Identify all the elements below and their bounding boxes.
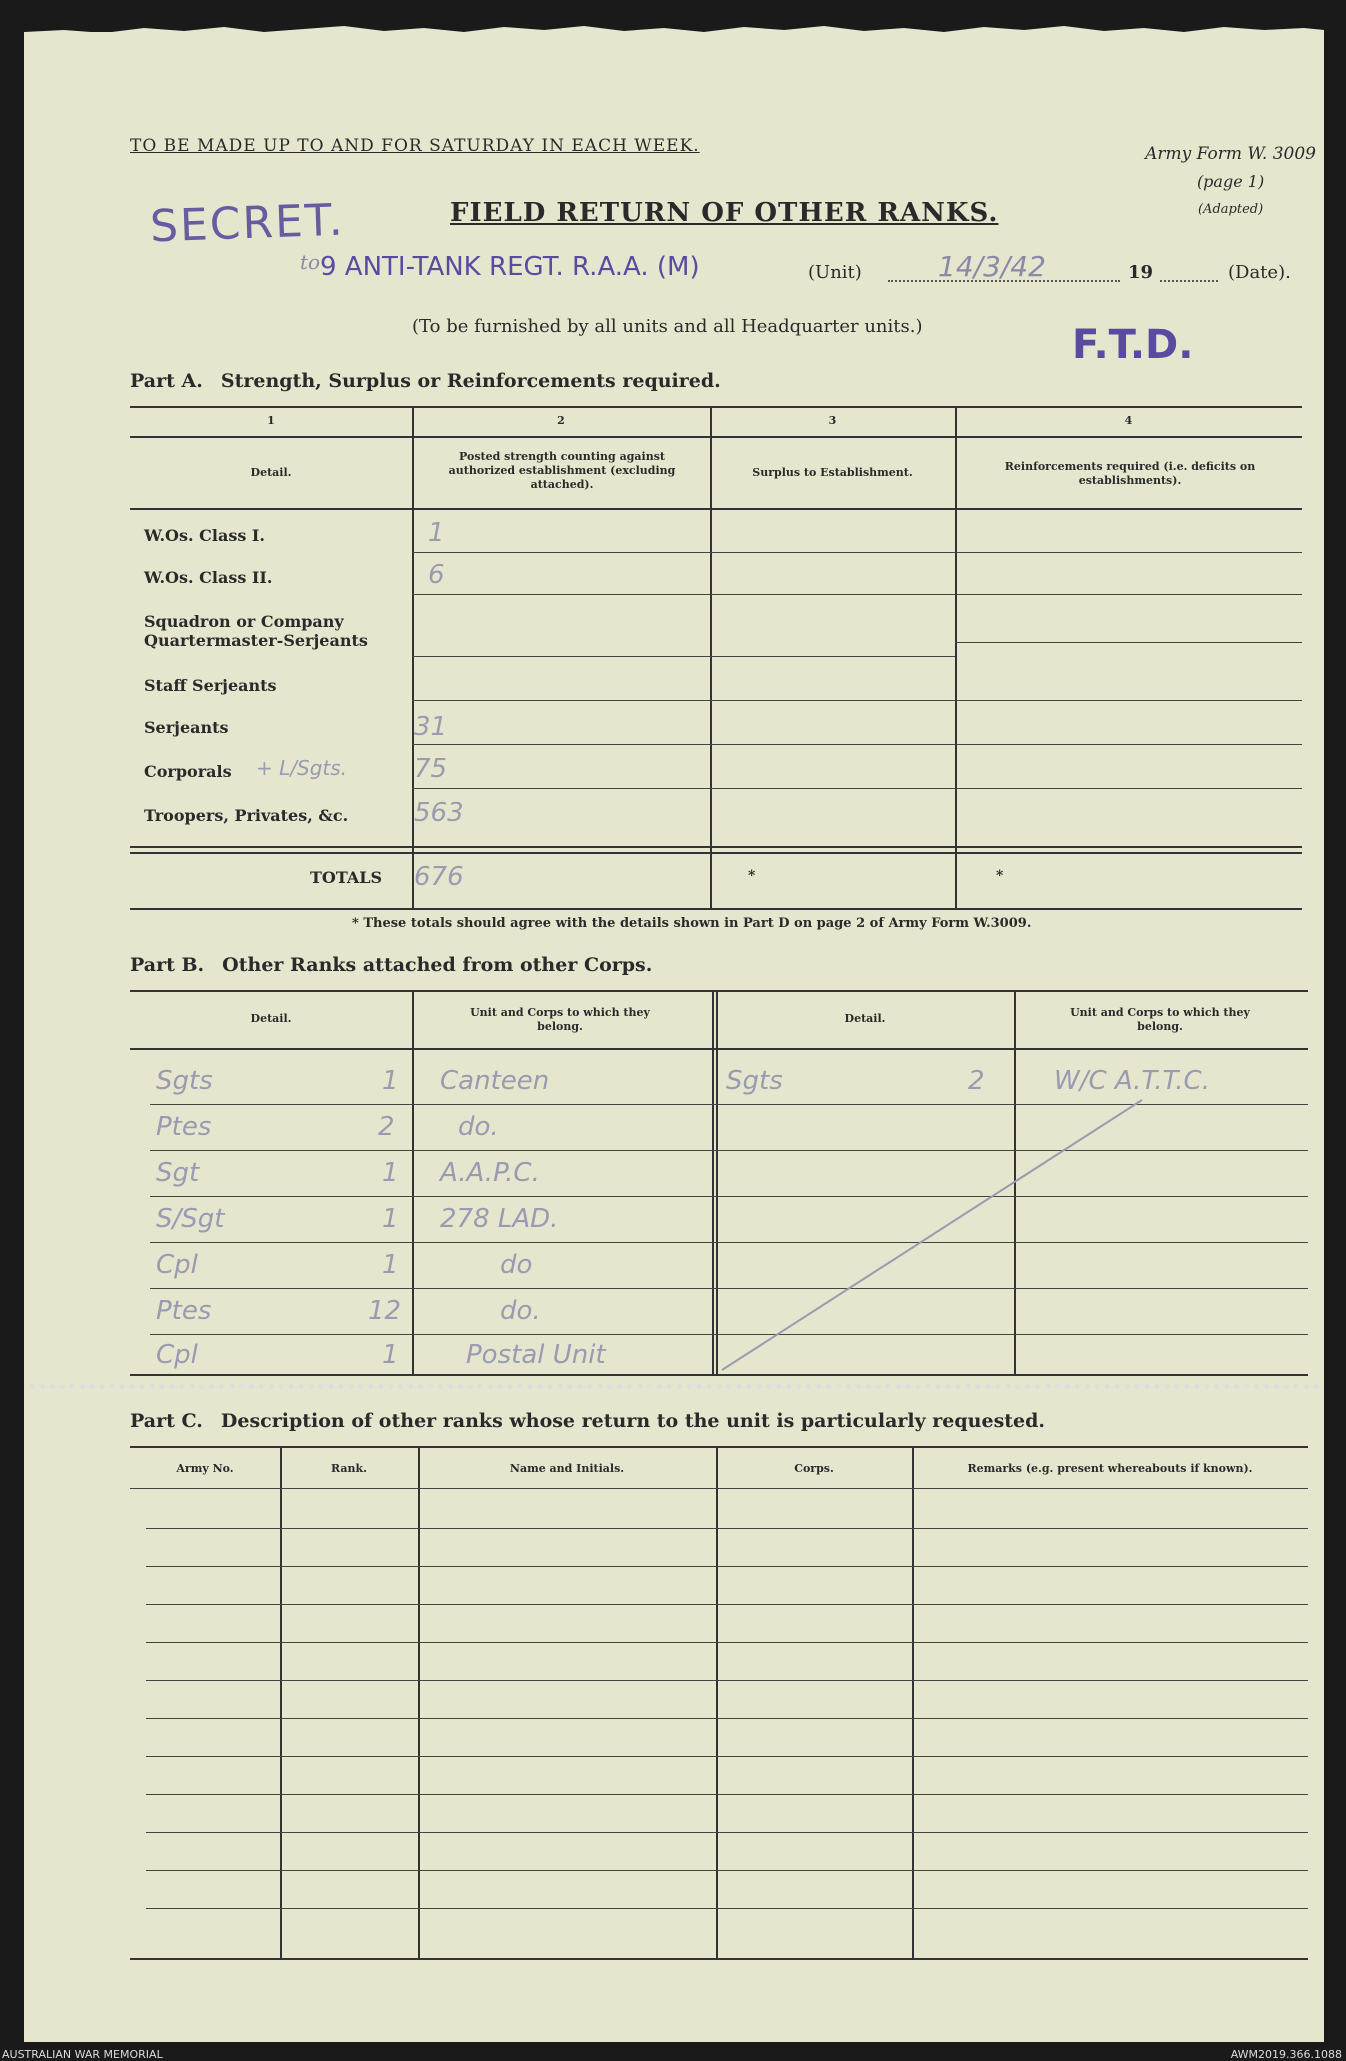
date-handwritten: 14/3/42 [938,250,1046,283]
b-col-unit-2: Unit and Corps to which they belong. [1070,1006,1250,1033]
posted-troopers: 563 [414,798,464,828]
secret-stamp: SECRET. [149,194,346,253]
b-left-unit-6: do. [500,1296,541,1326]
part-c-heading [130,1410,1045,1432]
b-left-rank-4: S/Sgt [156,1204,225,1234]
part-c-label: Part C. [130,1410,203,1432]
row-cqms: Squadron or Company Quartermaster-Serjeants [144,612,368,650]
b-left-count-1: 1 [382,1066,399,1096]
col-number-3: 3 [828,414,837,427]
footer-left: AUSTRALIAN WAR MEMORIAL [2,2048,163,2061]
furnished-note: (To be furnished by all units and all Headquarter units.) [412,316,923,337]
posted-wo-class-2: 6 [428,560,445,590]
b-left-unit-1: Canteen [440,1066,550,1096]
part-a-title: Strength, Surplus or Reinforcements required. [220,370,721,392]
b-right-count-1: 2 [968,1066,985,1096]
page-number: (page 1) [1196,172,1265,191]
year-dotted-line [1160,280,1218,282]
col-header-detail: Detail. [250,466,292,479]
adapted-label: (Adapted) [1197,202,1264,217]
posted-serjeants: 31 [414,712,448,742]
totals-footnote: * These totals should agree with the details shown in Part D on page 2 of Army Form W.3009. [352,916,1032,931]
b-col-detail-1: Detail. [250,1012,292,1025]
col-number-1: 1 [267,414,275,427]
footer-right: AWM2019.366.1088 [1230,2048,1342,2061]
b-col-unit-1: Unit and Corps to which they belong. [470,1006,650,1033]
b-right-rank-1: Sgts [726,1066,783,1096]
corporals-note-handwritten: + L/Sgts. [256,756,348,780]
b-left-rank-1: Sgts [156,1066,213,1096]
b-left-unit-3: A.A.P.C. [440,1158,540,1188]
row-corporals: Corporals [144,762,232,781]
army-form-number: Army Form W. 3009 [1145,144,1316,164]
part-b-heading [130,954,652,976]
unit-stamp: 9 ANTI-TANK REGT. R.A.A. (M) [320,252,700,282]
b-left-count-2: 2 [378,1112,395,1142]
b-left-rank-6: Ptes [156,1296,212,1326]
b-col-detail-2: Detail. [844,1012,886,1025]
b-left-count-4: 1 [382,1204,399,1234]
part-b-label: Part B. [130,954,205,976]
b-left-rank-3: Sgt [156,1158,200,1188]
c-col-corps: Corps. [794,1462,834,1475]
form-title: FIELD RETURN OF OTHER RANKS. [450,198,999,228]
b-strike-diagonal [712,1090,1152,1380]
b-left-unit-7: Postal Unit [466,1340,606,1370]
b-left-unit-4: 278 LAD. [440,1204,559,1234]
part-b-title: Other Ranks attached from other Corps. [222,954,653,976]
date-label: (Date). [1228,262,1291,283]
c-col-name: Name and Initials. [509,1462,625,1475]
c-col-remarks: Remarks (e.g. present whereabouts if known). [967,1462,1253,1475]
row-wo-class-2: W.Os. Class II. [144,568,273,587]
b-left-rank-2: Ptes [156,1112,212,1142]
row-wo-class-1: W.Os. Class I. [144,526,265,545]
col-header-surplus: Surplus to Establishment. [752,466,913,479]
totals-label: TOTALS [310,868,383,887]
totals-posted: 676 [414,862,464,892]
row-serjeants: Serjeants [144,718,229,737]
unit-prefix-handwritten: to [300,250,321,274]
ftd-stamp: F.T.D. [1072,322,1194,368]
col-header-posted: Posted strength counting against authorized establishment (excluding attached). [448,450,676,491]
posted-wo-class-1: 1 [428,518,445,548]
b-left-rank-5: Cpl [156,1250,198,1280]
b-left-count-7: 1 [382,1340,399,1370]
c-col-rank: Rank. [331,1462,367,1475]
b-left-count-5: 1 [382,1250,399,1280]
perforation-line [30,1384,1320,1389]
totals-reinforcements-star: * [996,868,1004,884]
part-c-title: Description of other ranks whose return to the unit is particularly requested. [220,1410,1046,1432]
b-left-unit-2: do. [458,1112,499,1142]
instruction-line: TO BE MADE UP TO AND FOR SATURDAY IN EACH WEEK. [130,136,700,156]
army-form-ref [1145,140,1316,224]
col-number-2: 2 [557,414,565,427]
b-left-unit-5: do [500,1250,533,1280]
part-a-heading [130,370,721,392]
row-staff-serjeants: Staff Serjeants [144,676,277,695]
b-right-unit-1: W/C A.T.T.C. [1054,1066,1210,1096]
posted-corporals: 75 [414,754,448,784]
c-col-army-no: Army No. [176,1462,234,1475]
col-number-4: 4 [1124,414,1133,427]
col-header-reinforcements: Reinforcements required (i.e. deficits on establishments). [1004,460,1256,487]
totals-surplus-star: * [748,868,756,884]
b-left-rank-7: Cpl [156,1340,198,1370]
year-prefix: 19 [1128,262,1154,283]
b-left-count-6: 12 [368,1296,402,1326]
unit-label: (Unit) [808,262,862,283]
row-troopers-privates: Troopers, Privates, &c. [144,806,349,825]
part-a-label: Part A. [130,370,203,392]
b-left-count-3: 1 [382,1158,399,1188]
